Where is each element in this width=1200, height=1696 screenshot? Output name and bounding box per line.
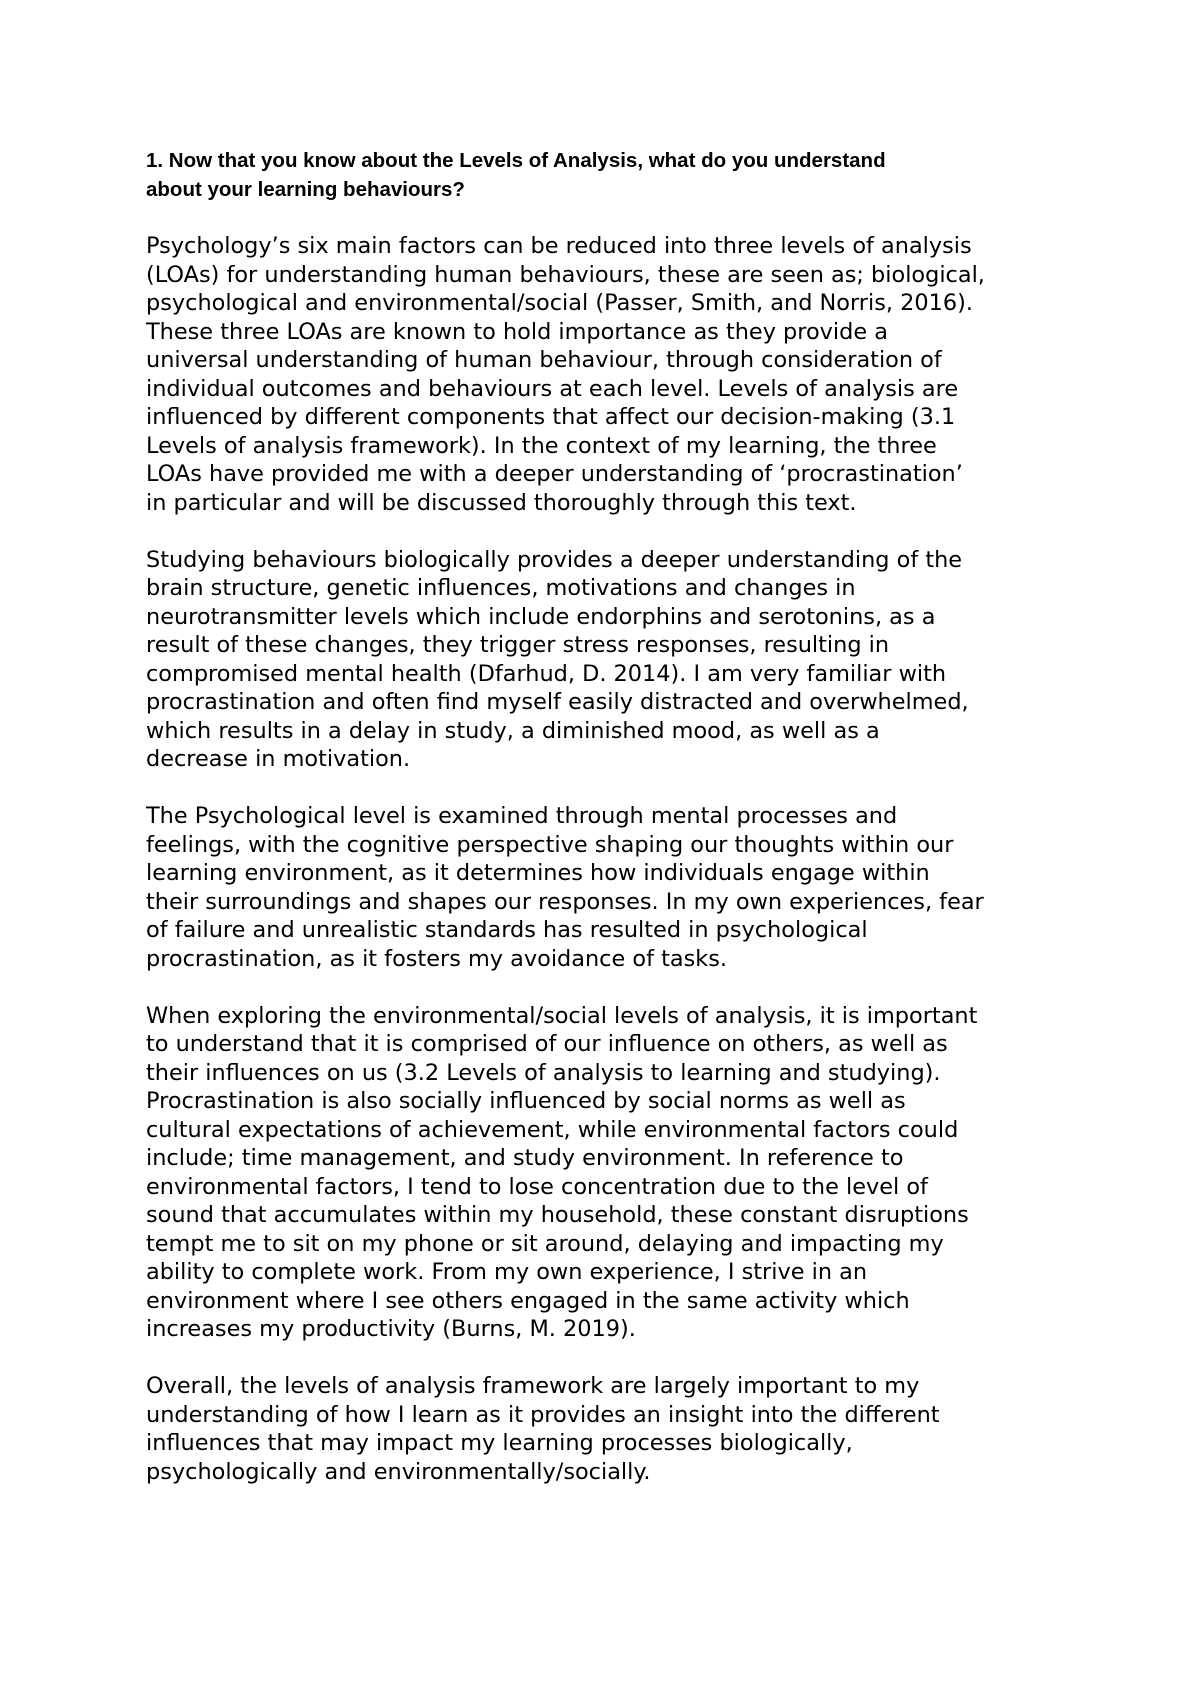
text-line: result of these changes, they trigger stress responses, resulting in: [146, 632, 890, 658]
text-line: psychologically and environmentally/socially.: [146, 1458, 651, 1485]
text-line: brain structure, genetic influences, motivations and changes in: [146, 575, 856, 601]
text-line: decrease in motivation.: [146, 746, 411, 772]
paragraph-psychological: [146, 802, 1086, 973]
paragraph-conclusion: [146, 1372, 1086, 1486]
text-line: universal understanding of human behaviour, through consideration of: [146, 347, 942, 373]
question-heading: [146, 146, 1086, 204]
paragraph-environmental: [146, 1002, 1086, 1344]
text-line: their influences on us (3.2 Levels of analysis to learning and studying).: [146, 1059, 941, 1086]
text-line: environment where I see others engaged in the same activity which: [146, 1287, 910, 1314]
text-line: influences that may impact my learning processes biologically,: [146, 1430, 853, 1456]
text-line: The Psychological level is examined through mental processes and: [146, 803, 898, 829]
text-line: include; time management, and study environment. In reference to: [146, 1145, 904, 1171]
text-line: sound that accumulates within my household, these constant disruptions: [146, 1202, 969, 1228]
text-line: Levels of analysis framework). In the context of my learning, the three: [146, 432, 937, 459]
text-line: environmental factors, I tend to lose concentration due to the level of: [146, 1173, 928, 1200]
text-line: Psychology’s six main factors can be reduced into three levels of analysis: [146, 233, 972, 259]
text-line: of failure and unrealistic standards has resulted in psychological: [146, 917, 868, 943]
document-body: [146, 146, 1086, 1515]
text-line: individual outcomes and behaviours at each level. Levels of analysis are: [146, 375, 959, 402]
question-line: about your learning behaviours?: [146, 178, 465, 201]
text-line: LOAs have provided me with a deeper understanding of ‘procrastination’: [146, 461, 963, 487]
text-line: procrastination and often find myself easily distracted and overwhelmed,: [146, 689, 969, 715]
question-line: 1. Now that you know about the Levels of Analysis, what do you understand: [146, 149, 886, 172]
text-line: understanding of how I learn as it provides an insight into the different: [146, 1401, 940, 1428]
text-line: increases my productivity (Burns, M. 2019).: [146, 1316, 636, 1342]
text-line: Overall, the levels of analysis framework are largely important to my: [146, 1373, 920, 1399]
text-line: tempt me to sit on my phone or sit around, delaying and impacting my: [146, 1230, 944, 1257]
paragraph-biological: [146, 546, 1086, 774]
text-line: procrastination, as it fosters my avoidance of tasks.: [146, 945, 727, 972]
text-line: in particular and will be discussed thoroughly through this text.: [146, 489, 857, 516]
text-line: psychological and environmental/social (Passer, Smith, and Norris, 2016).: [146, 290, 973, 316]
text-line: (LOAs) for understanding human behaviours, these are seen as; biological,: [146, 261, 985, 288]
text-line: influenced by different components that affect our decision-making (3.1: [146, 404, 956, 430]
paragraph-intro: [146, 232, 1086, 517]
text-line: feelings, with the cognitive perspective shaping our thoughts within our: [146, 831, 954, 858]
text-line: learning environment, as it determines how individuals engage within: [146, 860, 930, 886]
text-line: These three LOAs are known to hold importance as they provide a: [146, 318, 888, 345]
text-line: Studying behaviours biologically provides a deeper understanding of the: [146, 546, 963, 573]
text-line: compromised mental health (Dfarhud, D. 2014). I am very familiar with: [146, 660, 947, 687]
text-line: which results in a delay in study, a diminished mood, as well as a: [146, 717, 880, 744]
text-line: Procrastination is also socially influenced by social norms as well as: [146, 1088, 906, 1114]
text-line: to understand that it is comprised of our influence on others, as well as: [146, 1031, 948, 1057]
text-line: cultural expectations of achievement, while environmental factors could: [146, 1116, 959, 1143]
text-line: ability to complete work. From my own experience, I strive in an: [146, 1259, 868, 1285]
text-line: their surroundings and shapes our responses. In my own experiences, fear: [146, 888, 984, 915]
text-line: neurotransmitter levels which include endorphins and serotonins, as a: [146, 603, 936, 630]
text-line: When exploring the environmental/social levels of analysis, it is important: [146, 1002, 978, 1029]
